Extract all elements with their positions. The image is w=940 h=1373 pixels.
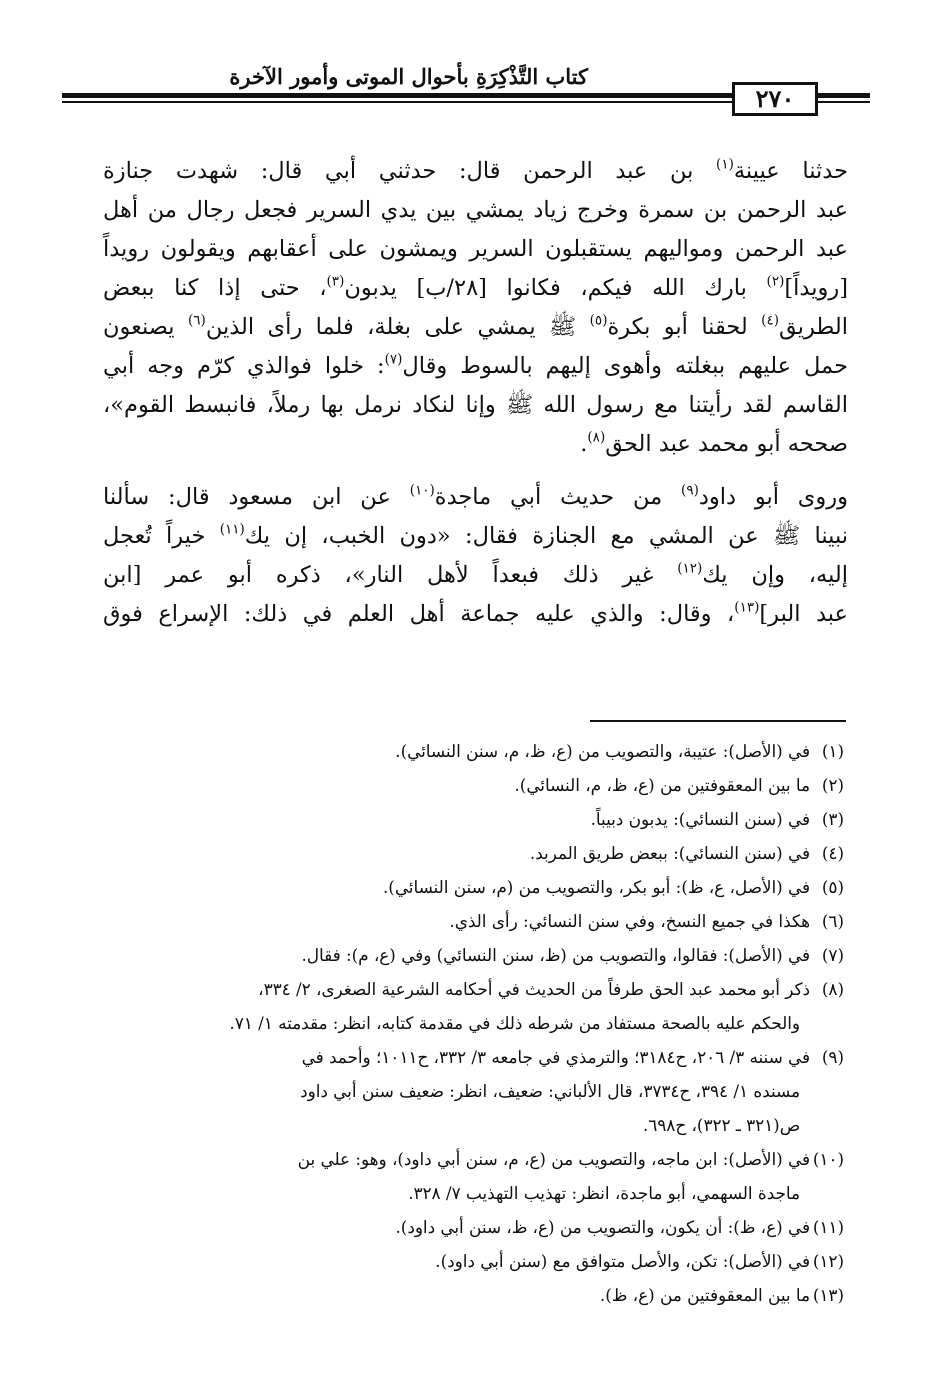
footnote-text: في (سنن النسائي): يدبون دبيباً.: [590, 809, 810, 829]
footnote-item: [92, 768, 844, 802]
footnote-item: [92, 1074, 844, 1108]
footnote-text: في (سنن النسائي): ببعض طريق المربد.: [529, 843, 810, 863]
footnote-item: [92, 1108, 844, 1142]
page-number: ٢٧٠: [732, 82, 818, 116]
footnote-text: في (الأصل): ابن ماجه، والتصويب من (ع، م، سنن أبي داود)، وهو: علي بن: [297, 1149, 810, 1169]
footnote-text: ص(٣٢١ ـ ٣٢٢)، ح٦٩٨.: [642, 1115, 800, 1135]
footnote-item: [92, 1006, 844, 1040]
footnote-item: [92, 1244, 844, 1278]
text-line: حدثنا عيينة$^{(١)}$ بن عبد الرحمن قال: حدثني أبي قال: شهدت جنازة: [103, 156, 848, 184]
paragraph-1: [103, 152, 848, 464]
text-line: عبد الرحمن ومواليهم يستقبلون السرير ويمشون على أعقابهم ويقولون رويداً: [103, 236, 848, 262]
text-line: صححه أبو محمد عبد الحق$^{(٨)}$.: [580, 429, 848, 457]
footnote-item: [92, 836, 844, 870]
footnote-number: (٤): [821, 843, 844, 863]
footnote-text: والحكم عليه بالصحة مستفاد من شرطه ذلك في مقدمة كتابه، انظر: مقدمته ١/ ٧١.: [229, 1013, 800, 1033]
text-line: نبينا ﷺ عن المشي مع الجنازة فقال: «دون الخبب، إن يك$^{(١١)}$ خيراً تُعجل: [103, 521, 848, 549]
footnote-number: (٥): [821, 877, 844, 897]
text-line: وروى أبو داود$^{(٩)}$ من حديث أبي ماجدة$^{(١٠)}$ عن ابن مسعود قال: سألنا: [103, 482, 849, 510]
text-line: حمل عليهم ببغلته وأهوى إليهم بالسوط وقال$^{(٧)}$: خلوا فوالذي كرّم وجه أبي: [103, 351, 848, 379]
footnote-number: (١٢): [812, 1251, 844, 1271]
footnote-text: ما بين المعقوفتين من (ع، ظ).: [599, 1285, 810, 1305]
footnote-text: في (الأصل): تكن، والأصل متوافق مع (سنن أبي داود).: [435, 1251, 810, 1271]
paragraph-2: [103, 478, 848, 634]
text-line: القاسم لقد رأيتنا مع رسول الله ﷺ وإنا لنكاد نرمل بها رملاً، فانبسط القوم»،: [103, 392, 848, 418]
footnote-number: (٧): [821, 945, 844, 965]
footnote-text: في (ع، ظ): أن يكون، والتصويب من (ع، ظ، سنن أبي داود).: [395, 1217, 810, 1237]
text-line: عبد البر]$^{(١٣)}$، وقال: والذي عليه جماعة أهل العلم في ذلك: الإسراع فوق: [103, 599, 848, 627]
footnote-number: (١): [821, 741, 844, 761]
footnote-text: ذكر أبو محمد عبد الحق طرفاً من الحديث في أحكامه الشرعية الصغرى، ٢/ ٣٣٤،: [258, 979, 810, 999]
main-text: [103, 152, 848, 634]
footnote-number: (٣): [821, 809, 844, 829]
footnote-number: (١٣): [812, 1285, 844, 1305]
footnote-text: في (الأصل): عتيبة، والتصويب من (ع، ظ، م، سنن النسائي).: [395, 741, 810, 761]
footnote-item: [92, 938, 844, 972]
footnote-separator: [590, 720, 846, 722]
footnote-number: (٨): [821, 979, 844, 999]
footnote-item: [92, 870, 844, 904]
footnote-item: [92, 1278, 844, 1312]
footnote-item: [92, 1142, 844, 1176]
footnote-number: (٢): [821, 775, 844, 795]
footnote-number: (١١): [812, 1217, 844, 1237]
footnote-text: في (الأصل، ع، ظ): أبو بكر، والتصويب من (م، سنن النسائي).: [382, 877, 810, 897]
footnotes: [92, 734, 844, 1312]
footnote-text: ماجدة السهمي، أبو ماجدة، انظر: تهذيب التهذيب ٧/ ٣٢٨.: [408, 1183, 800, 1203]
book-title: كتاب التَّذْكِرَةِ بأحوال الموتى وأمور الآخرة: [229, 64, 588, 89]
footnote-text: هكذا في جميع النسخ، وفي سنن النسائي: رأى الذي.: [449, 911, 810, 931]
text-line: عبد الرحمن بن سمرة وخرج زياد يمشي بين يدي السرير فجعل رجال من أهل: [103, 197, 848, 223]
footnote-number: (١٠): [812, 1149, 844, 1169]
footnote-text: في سننه ٣/ ٢٠٦، ح٣١٨٤؛ والترمذي في جامعه ٣/ ٣٣٢، ح١٠١١؛ وأحمد في: [301, 1047, 810, 1067]
footnote-number: (٦): [821, 911, 844, 931]
footnote-item: [92, 904, 844, 938]
footnote-text: ما بين المعقوفتين من (ع، ظ، م، النسائي).: [514, 775, 810, 795]
footnote-item: [92, 972, 844, 1006]
footnote-item: [92, 734, 844, 768]
footnote-item: [92, 802, 844, 836]
footnote-item: [92, 1210, 844, 1244]
footnote-text: في (الأصل): فقالوا، والتصويب من (ظ، سنن النسائي) وفي (ع، م): فقال.: [301, 945, 810, 965]
footnote-item: [92, 1176, 844, 1210]
text-line: [رويداً]$^{(٢)}$ بارك الله فيكم، فكانوا [٢٨/ب] يدبون$^{(٣)}$، حتى إذا كنا ببعض: [103, 273, 848, 301]
footnote-item: [92, 1040, 844, 1074]
text-line: إليه، وإن يك$^{(١٢)}$ غير ذلك فبعداً لأهل النار»، ذكره أبو عمر [ابن: [103, 560, 849, 588]
text-line: الطريق$^{(٤)}$ لحقنا أبو بكرة$^{(٥)}$ ﷺ يمشي على بغلة، فلما رأى الذين$^{(٦)}$ يصنعون: [103, 312, 848, 340]
footnote-text: مسنده ١/ ٣٩٤، ح٣٧٣٤، قال الألباني: ضعيف، انظر: ضعيف سنن أبي داود: [300, 1081, 800, 1101]
footnote-number: (٩): [821, 1047, 844, 1067]
